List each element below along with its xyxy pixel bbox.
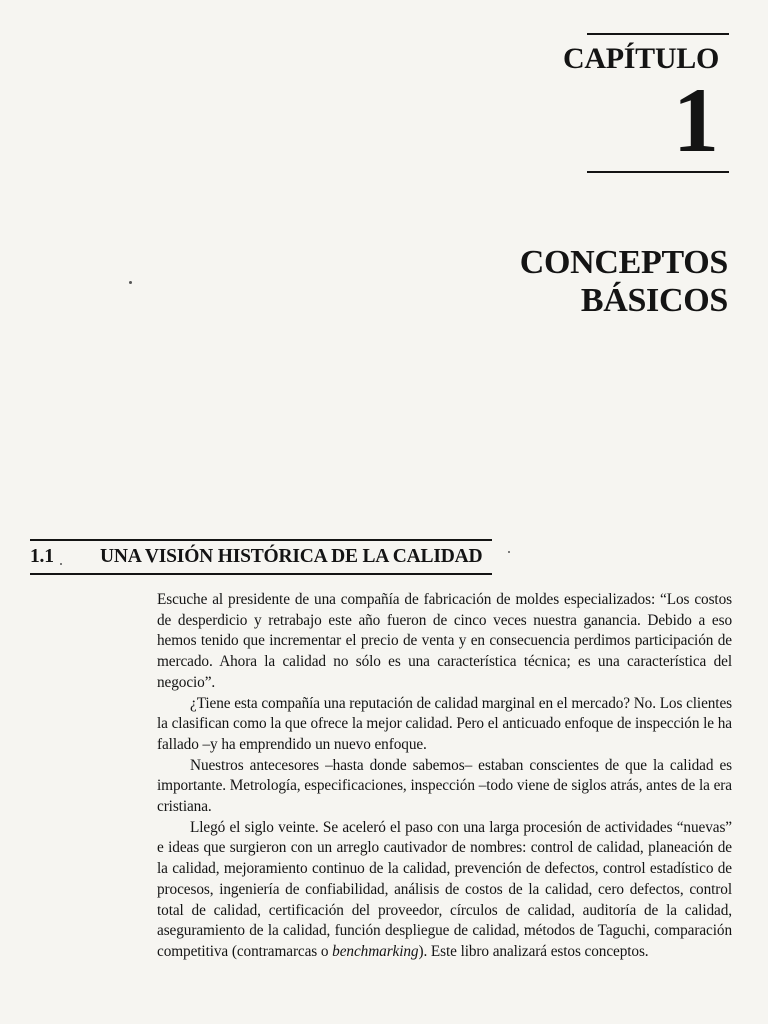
- chapter-title-line-2: BÁSICOS: [580, 282, 728, 319]
- chapter-top-rule: [587, 33, 729, 35]
- section-number: 1.1: [30, 546, 54, 567]
- chapter-bottom-rule: [587, 171, 729, 173]
- chapter-number: 1: [673, 69, 719, 171]
- paragraph-4: [157, 818, 732, 963]
- scan-speck: [129, 281, 132, 284]
- section-top-rule: [30, 539, 492, 541]
- scan-speck: [508, 551, 510, 553]
- section-heading: [30, 546, 482, 568]
- paragraph-1: Escuche al presidente de una compañía de fabricación de moldes especializados: “Los costos de desperdicio y retrabajo este año fueron de cinco veces nuestra ganancia. Debido a eso hemos tenido que incrementar el precio de venta y en consecuencia perdimos participación de mercado. Ahora la calidad no sólo es una característica técnica; es una característica del negocio”.: [157, 591, 732, 691]
- chapter-label: CAPÍTULO: [563, 42, 719, 75]
- chapter-title-line-1: CONCEPTOS: [519, 244, 728, 281]
- paragraph-2: ¿Tiene esta compañía una reputación de calidad marginal en el mercado? No. Los clientes la clasifican como la que ofrece la mejor calidad. Pero el anticuado enfoque de inspección le ha fallado –y ha emprendido un nuevo enfoque.: [157, 694, 732, 753]
- chapter-title: [420, 244, 728, 320]
- paragraph-4-main: Llegó el siglo veinte. Se aceleró el paso con una larga procesión de actividades “nuevas” e ideas que surgieron con un arreglo cautivador de nombres: control de calidad, planeación de la calidad, mejoramiento continuo de la calidad, prevención de defectos, control estadístico de procesos, ingeniería de confiabilidad, análisis de costos de la calidad, cero defectos, control total de calidad, certificación del proveedor, círculos de calidad, auditoría de la calidad, aseguramiento de la calidad, función despliegue de calidad, métodos de Taguchi, comparación competitiva (contramarcas o: [157, 818, 732, 960]
- emphasis-benchmarking: benchmarking: [332, 942, 419, 960]
- paragraph-3: Nuestros antecesores –hasta donde sabemos– estaban conscientes de que la calidad es importante. Metrología, especificaciones, inspección –todo viene de siglos atrás, antes de la era cristiana.: [157, 756, 732, 816]
- section-bottom-rule: [30, 573, 492, 575]
- body-text: [157, 590, 732, 963]
- paragraph-4-end: ). Este libro analizará estos conceptos.: [418, 942, 649, 960]
- scan-speck: [60, 563, 62, 565]
- section-title: UNA VISIÓN HISTÓRICA DE LA CALIDAD: [100, 546, 483, 567]
